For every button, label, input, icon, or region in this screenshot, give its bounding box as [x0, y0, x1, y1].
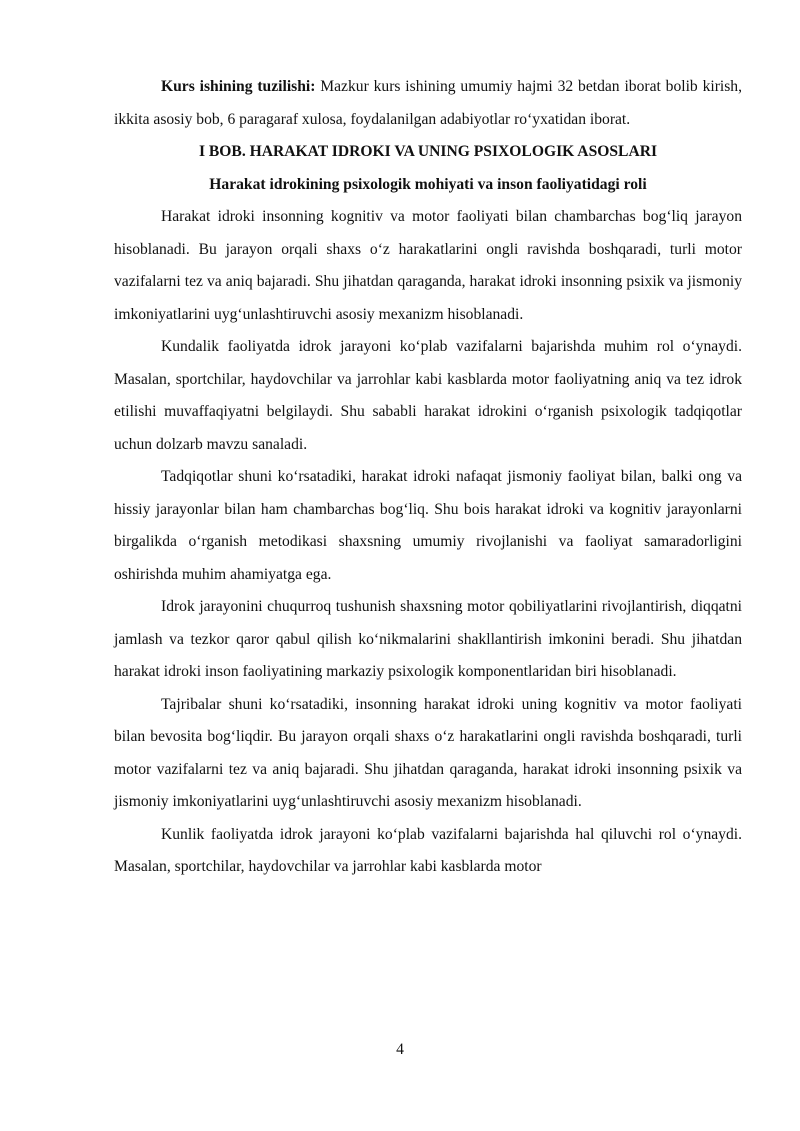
body-paragraph: Tadqiqotlar shuni ko‘rsatadiki, harakat idroki nafaqat jismoniy faoliyat bilan, balki ong va hissiy jarayonlar bilan ham chambarchas bog‘liq. Shu bois harakat idroki va kognitiv jarayonlarni birgalikda o‘rganish metodikasi shaxsning umumiy rivojlanishi va faoliyat samaradorligini oshirishda muhim ahamiyatga ega. — [114, 468, 742, 583]
intro-paragraph — [114, 71, 742, 136]
page-number: 4 — [396, 1041, 404, 1058]
document-page — [114, 71, 742, 884]
body-paragraph: Idrok jarayonini chuqurroq tushunish shaxsning motor qobiliyatlarini rivojlantirish, diqqatni jamlash va tezkor qaror qabul qilish ko‘nikmalarini shakllantirish imkonini beradi. Shu jihatdan harakat idroki inson faoliyatining markaziy psixologik komponentlaridan biri hisoblanadi. — [114, 598, 742, 680]
chapter-title: I BOB. HARAKAT IDROKI VA UNING PSIXOLOGIK ASOSLARI — [198, 143, 658, 160]
intro-text: Mazkur kurs ishining umumiy hajmi 32 betdan iborat bolib kirish, ikkita asosiy bob, 6 paragaraf xulosa, foydalanilgan adabiyotlar ro‘yxatidan iborat. — [114, 78, 742, 128]
body-paragraph: Kunlik faoliyatda idrok jarayoni ko‘plab vazifalarni bajarishda hal qiluvchi rol o‘ynaydi. Masalan, sportchilar, haydovchilar va jarrohlar kabi kasblarda motor — [114, 825, 742, 875]
body-paragraph: Kundalik faoliyatda idrok jarayoni ko‘plab vazifalarni bajarishda muhim rol o‘ynaydi. Masalan, sportchilar, haydovchilar va jarrohlar kabi kasblarda motor faoliyatning aniq va tez idrok etilishi muvaffaqiyatni belgilaydi. Shu sababli harakat idrokini o‘rganish psixologik tadqiqotlar uchun dolzarb mavzu sanaladi. — [114, 338, 742, 453]
body-paragraph: Tajribalar shuni ko‘rsatadiki, insonning harakat idroki uning kognitiv va motor faoliyati bilan bevosita bog‘liqdir. Bu jarayon orqali shaxs o‘z harakatlarini ongli ravishda boshqaradi, turli motor vazifalarni tez va aniq bajaradi. Shu jihatdan qaraganda, harakat idroki insonning psixik va jismoniy imkoniyatlarini uyg‘unlashtiruvchi asosiy mexanizm hisoblanadi. — [114, 695, 742, 810]
intro-label: Kurs ishining tuzilishi: — [161, 78, 316, 95]
section-title: Harakat idrokining psixologik mohiyati va inson faoliyatidagi roli — [209, 175, 647, 193]
body-paragraph: Harakat idroki insonning kognitiv va motor faoliyati bilan chambarchas bog‘liq jarayon hisoblanadi. Bu jarayon orqali shaxs o‘z harakatlarini ongli ravishda boshqaradi, turli motor vazifalarni tez va aniq bajaradi. Shu jihatdan qaraganda, harakat idroki insonning psixik va jismoniy imkoniyatlarini uyg‘unlashtiruvchi asosiy mexanizm hisoblanadi. — [114, 208, 742, 323]
